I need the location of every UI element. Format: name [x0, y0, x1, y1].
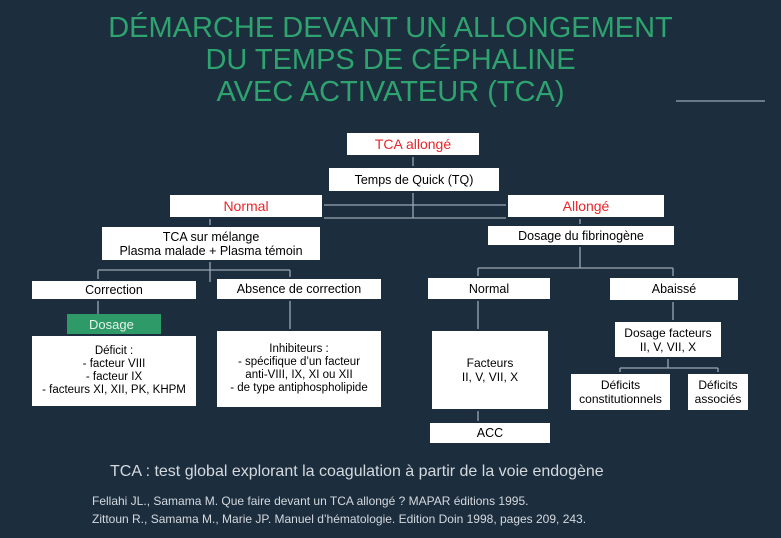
- deficits-associes-line2: associés: [694, 392, 742, 406]
- fib-normal-box: [426, 276, 552, 301]
- fib-normal-label: Normal: [468, 281, 510, 296]
- title-line-3: AVEC ACTIVATEUR (TCA): [216, 76, 565, 108]
- absence-correction-box: [215, 277, 383, 301]
- temps-quick-box: [327, 166, 501, 193]
- facteurs-box: [430, 329, 550, 411]
- inhibiteurs-line4: - de type antiphospholipide: [230, 382, 368, 394]
- title-line-1: DÉMARCHE DEVANT UN ALLONGEMENT: [108, 12, 673, 44]
- correction-label: Correction: [85, 283, 143, 297]
- dosage-tab: [67, 314, 161, 336]
- acc-box: [428, 421, 552, 445]
- tca-melange-line2: Plasma malade + Plasma témoin: [119, 243, 303, 258]
- definition-text: TCA : test global explorant la coagulation à partir de la voie endogène: [110, 463, 604, 480]
- deficits-constitutionnels-line1: Déficits: [600, 378, 641, 392]
- inhibiteurs-box: [215, 329, 383, 409]
- abaisse-label: Abaissé: [651, 282, 697, 296]
- normal-label: Normal: [223, 198, 269, 214]
- tca-allonge-box: [345, 131, 481, 157]
- tca-melange-box: [100, 225, 322, 262]
- deficit-line1: Déficit :: [94, 345, 134, 357]
- inhibiteurs-line3: anti-VIII, IX, XI ou XII: [245, 369, 353, 381]
- title-line-2: DU TEMPS DE CÉPHALINE: [205, 44, 576, 76]
- allonge-box: [506, 193, 666, 219]
- deficits-constitutionnels-line2: constitutionnels: [579, 392, 662, 406]
- correction-box: [30, 279, 198, 301]
- tca-melange-line1: TCA sur mélange: [162, 229, 260, 244]
- deficit-line2: - facteur VIII: [82, 358, 146, 370]
- temps-quick-label: Temps de Quick (TQ): [354, 172, 474, 187]
- allonge-label: Allongé: [562, 198, 610, 214]
- absence-correction-label: Absence de correction: [236, 282, 362, 296]
- deficit-line3: - facteur IX: [85, 371, 143, 383]
- normal-box: [168, 193, 324, 219]
- acc-label: ACC: [476, 426, 504, 440]
- abaisse-box: [608, 276, 740, 302]
- reference-1: Fellahi JL., Samama M. Que faire devant un TCA allongé ? MAPAR éditions 1995.: [92, 494, 529, 508]
- dosage-facteurs-box: [613, 320, 723, 359]
- deficit-line4: - facteurs XI, XII, PK, KHPM: [42, 384, 186, 396]
- facteurs-line2: II, V, VII, X: [461, 370, 519, 384]
- deficits-constitutionnels-box: [569, 372, 672, 412]
- deficit-box: [30, 334, 198, 408]
- dosage-fibrinogene-box: [486, 224, 676, 247]
- inhibiteurs-line1: Inhibiteurs :: [269, 343, 329, 355]
- deficits-associes-line1: Déficits: [698, 378, 738, 392]
- dosage-facteurs-line2: II, V, VII, X: [639, 339, 697, 354]
- dosage-label: Dosage: [89, 317, 134, 332]
- deficits-associes-box: [686, 372, 750, 412]
- reference-2: Zittoun R., Samama M., Marie JP. Manuel d’hématologie. Edition Doin 1998, pages 209, 243.: [92, 512, 587, 526]
- tca-allonge-label: TCA allongé: [374, 136, 452, 152]
- facteurs-line1: Facteurs: [466, 356, 514, 370]
- dosage-fibrinogene-label: Dosage du fibrinogène: [518, 228, 644, 243]
- inhibiteurs-line2: - spécifique d’un facteur: [237, 356, 361, 368]
- dosage-facteurs-line1: Dosage facteurs: [624, 325, 712, 340]
